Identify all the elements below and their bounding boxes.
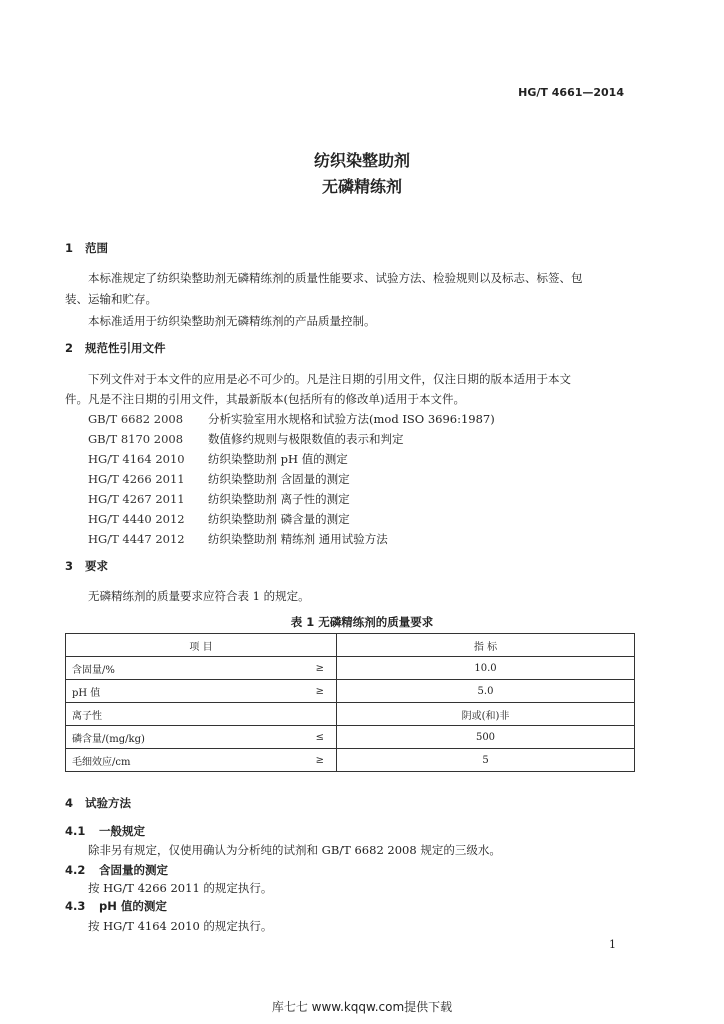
section-number: 2 xyxy=(65,341,74,355)
table-caption: 表 1 无磷精练剂的质量要求 xyxy=(290,615,434,629)
quality-requirements-table xyxy=(65,633,635,772)
table-header-item: 项 目 xyxy=(66,634,337,657)
table-cell-value: 阴或(和)非 xyxy=(337,703,635,726)
table-cell-symbol: ≥ xyxy=(272,749,337,772)
section-title: 试验方法 xyxy=(85,796,131,810)
reference-item: HG/T 4447 2012 纺织染整助剂 精练剂 通用试验方法 xyxy=(88,532,388,546)
reference-item: HG/T 4266 2011 纺织染整助剂 含固量的测定 xyxy=(88,472,350,486)
section-4-heading xyxy=(65,795,131,811)
table-cell-item: 磷含量/(mg/kg) xyxy=(66,726,272,749)
subsection-4-3-text: 按 HG/T 4164 2010 的规定执行。 xyxy=(88,919,273,933)
table-cell-value: 5.0 xyxy=(337,680,635,703)
table-cell-symbol: ≥ xyxy=(272,657,337,680)
reference-item: HG/T 4267 2011 纺织染整助剂 离子性的测定 xyxy=(88,492,350,506)
section-title: 要求 xyxy=(85,559,108,573)
section-1-para1-line1: 本标准规定了纺织染整助剂无磷精练剂的质量性能要求、试验方法、检验规则以及标志、标签、包 xyxy=(88,271,583,285)
section-number: 4 xyxy=(65,796,74,810)
document-title-line1: 纺织染整助剂 xyxy=(313,151,410,170)
table-row xyxy=(66,749,635,772)
table-cell-symbol: ≤ xyxy=(272,726,337,749)
reference-item: HG/T 4164 2010 纺织染整助剂 pH 值的测定 xyxy=(88,452,348,466)
section-number: 3 xyxy=(65,559,74,573)
section-2-para-line1: 下列文件对于本文件的应用是必不可少的。凡是注日期的引用文件，仅注日期的版本适用于本文 xyxy=(88,372,571,386)
subsection-number: 4.2 xyxy=(65,863,86,877)
section-3-heading xyxy=(65,558,108,574)
subsection-title: pH 值的测定 xyxy=(99,899,167,913)
table-row xyxy=(66,726,635,749)
table-header-value: 指 标 xyxy=(337,634,635,657)
reference-item: GB/T 8170 2008 数值修约规则与极限数值的表示和判定 xyxy=(88,432,404,446)
table-row xyxy=(66,680,635,703)
table-header-row xyxy=(66,634,635,657)
section-2-heading xyxy=(65,340,166,356)
document-title-line2: 无磷精练剂 xyxy=(321,177,402,196)
page-number: 1 xyxy=(609,938,616,951)
table-row xyxy=(66,657,635,680)
table-cell-item: 毛细效应/cm xyxy=(66,749,272,772)
standard-number: HG/T 4661—2014 xyxy=(518,86,624,99)
table-cell-value: 500 xyxy=(337,726,635,749)
subsection-title: 一般规定 xyxy=(99,824,145,838)
table-cell-symbol: ≥ xyxy=(272,680,337,703)
subsection-title: 含固量的测定 xyxy=(99,863,168,877)
section-1-para2: 本标准适用于纺织染整助剂无磷精练剂的产品质量控制。 xyxy=(88,314,376,328)
section-1-heading xyxy=(65,240,108,256)
subsection-4-3-heading xyxy=(65,898,167,914)
subsection-number: 4.3 xyxy=(65,899,86,913)
subsection-4-1-text: 除非另有规定，仅使用确认为分析纯的试剂和 GB/T 6682 2008 规定的三级水。 xyxy=(88,843,501,857)
subsection-4-1-heading xyxy=(65,823,145,839)
table-cell-item: 离子性 xyxy=(66,703,272,726)
section-3-para: 无磷精练剂的质量要求应符合表 1 的规定。 xyxy=(88,589,310,603)
section-1-para1-line2: 装、运输和贮存。 xyxy=(65,292,157,306)
table-row xyxy=(66,703,635,726)
table-cell-symbol xyxy=(272,703,337,726)
reference-item: GB/T 6682 2008 分析实验室用水规格和试验方法(mod ISO 3696:1987) xyxy=(88,412,495,426)
section-title: 范围 xyxy=(85,241,108,255)
table-cell-item: 含固量/% xyxy=(66,657,272,680)
download-footer: 库七七 www.kqqw.com提供下载 xyxy=(271,1000,453,1014)
section-2-para-line2: 件。凡是不注日期的引用文件，其最新版本(包括所有的修改单)适用于本文件。 xyxy=(65,392,465,406)
subsection-4-2-text: 按 HG/T 4266 2011 的规定执行。 xyxy=(88,881,273,895)
table-cell-item: pH 值 xyxy=(66,680,272,703)
reference-item: HG/T 4440 2012 纺织染整助剂 磷含量的测定 xyxy=(88,512,350,526)
subsection-number: 4.1 xyxy=(65,824,86,838)
table-cell-value: 10.0 xyxy=(337,657,635,680)
subsection-4-2-heading xyxy=(65,862,168,878)
section-number: 1 xyxy=(65,241,74,255)
table-cell-value: 5 xyxy=(337,749,635,772)
section-title: 规范性引用文件 xyxy=(85,341,166,355)
